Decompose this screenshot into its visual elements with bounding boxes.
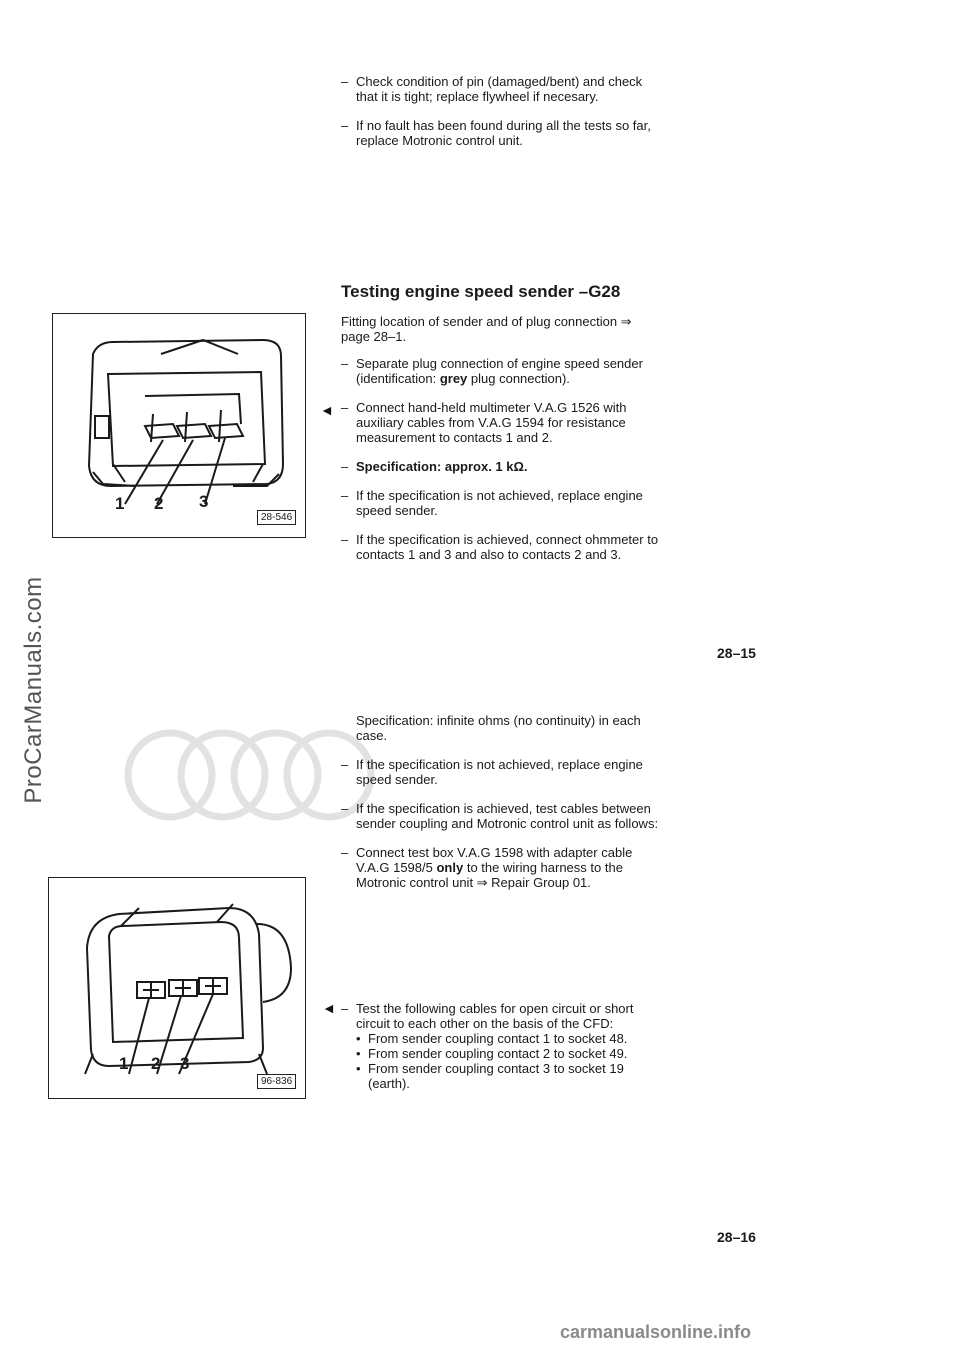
list-item: – Check condition of pin (damaged/bent) and check that it is tight; replace flywheel if necesary.: [341, 74, 643, 104]
figure-pointer-arrow: ◄: [322, 1000, 336, 1016]
figure-connector-28-546: [52, 313, 306, 538]
figure-connector-96-836: [48, 877, 306, 1099]
list-item: – Specification: approx. 1 kΩ.: [341, 459, 528, 474]
bullet-item: • From sender coupling contact 3 to socket 19 (earth).: [356, 1061, 624, 1091]
list-item: – If no fault has been found during all the tests so far, replace Motronic control unit.: [341, 118, 651, 148]
connector-diagram: [53, 314, 305, 537]
pin-label-2: 2: [151, 1054, 161, 1073]
pin-label-2: 2: [154, 494, 164, 513]
page-number: 28–16: [717, 1229, 756, 1245]
list-item: – If the specification is achieved, test cables between sender coupling and Motronic control unit as follows:: [341, 801, 659, 831]
top-instructions: [341, 74, 661, 148]
page-number: 28–15: [717, 645, 756, 661]
intro-text: Fitting location of sender and of plug connection ⇒ page 28–1.: [341, 314, 632, 344]
figure-pointer-arrow: ◄: [320, 402, 334, 418]
list-item: – Test the following cables for open circuit or short circuit to each other on the basis of the CFD: • From sender coupling contact 1 to socket 48. • From sender coupling contact 2 to socket 49. • From sender coupling contact 3 to socket 19 (earth).: [341, 1001, 661, 1091]
list-item: – Connect test box V.A.G 1598 with adapter cable V.A.G 1598/5 only to the wiring harness to the Motronic control unit ⇒ Repair Group 01.: [341, 845, 633, 890]
list-item: – If the specification is achieved, connect ohmmeter to contacts 1 and 3 and also to contacts 2 and 3.: [341, 532, 659, 562]
side-watermark: ProCarManuals.com: [20, 576, 47, 804]
pin-label-3: 3: [180, 1054, 190, 1073]
list-item: – Connect hand-held multimeter V.A.G 1526 with auxiliary cables from V.A.G 1594 for resistance measurement to contacts 1 and 2.: [341, 400, 627, 445]
figure-label: 96-836: [257, 1074, 296, 1089]
pin-label-1: 1: [115, 494, 125, 513]
footer-watermark: carmanualsonline.info: [560, 1322, 752, 1342]
list-item: – Separate plug connection of engine speed sender (identification: grey plug connection).: [341, 356, 643, 386]
pin-label-3: 3: [199, 492, 209, 511]
steps-list-2: [341, 757, 661, 890]
pin-label-1: 1: [119, 1054, 129, 1073]
bullet-item: • From sender coupling contact 1 to socket 48.: [356, 1031, 628, 1046]
steps-list-1: [341, 356, 661, 562]
list-item: – If the specification is not achieved, replace engine speed sender.: [341, 488, 643, 518]
figure-label: 28-546: [257, 510, 296, 525]
test-cables-block: [341, 1001, 661, 1091]
list-item: – If the specification is not achieved, replace engine speed sender.: [341, 757, 643, 787]
section-title: Testing engine speed sender –G28: [341, 282, 621, 301]
bullet-item: • From sender coupling contact 2 to socket 49.: [356, 1046, 628, 1061]
coupling-diagram: [49, 878, 305, 1098]
spec-infinite: Specification: infinite ohms (no continuity) in each case.: [356, 713, 641, 743]
